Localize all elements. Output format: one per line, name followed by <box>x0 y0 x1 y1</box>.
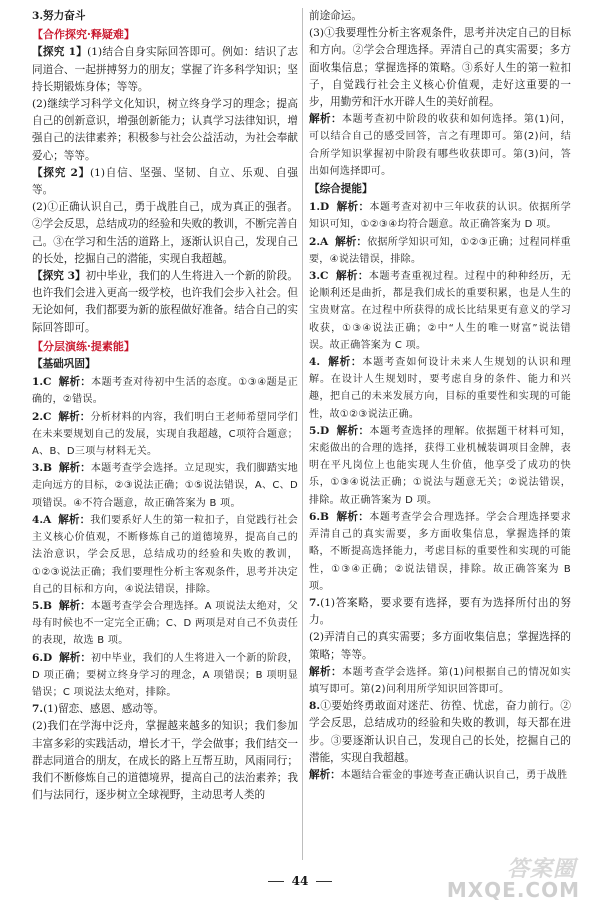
answer-item <box>309 767 571 784</box>
analysis-text: 本题考查对待初中生活的态度。①③④题是正确的，②错误。 <box>32 377 298 406</box>
analysis-text: 本题考查重视过程。过程中的种种经历，无论顺利还是曲折，都是我们成长的重要积累，也是人生的宝贵财富。在过程中所获得的成长比结果更有意义的学习收获，①③④说法正确；②中“人生的唯一财富”说法错误。故正确答案为 C 项。 <box>309 271 571 351</box>
explore-1 <box>32 44 298 96</box>
analysis-text: 本题考查初中阶段的收获和如何选择。第(1)问，可以结合自己的感受回答，言之有理即可。第(2)问，结合所学知识掌握初中阶段有哪些收获即可。第(3)问，答出如何选择即可。 <box>309 114 571 177</box>
explore-3-part1: 初中毕业，我们的人生将进入一个新的阶段。也许我们会进入更高一级学校，也许我们会步入社会。但无论如何，我们都要为新的旅程做好准备。结合自己的实际回答即可。 <box>32 270 299 334</box>
section-heading: 3.努力奋斗 <box>32 10 86 22</box>
analysis-label: 解析： <box>328 356 363 369</box>
explore-1-tag: 【探究 1】 <box>32 46 88 59</box>
analysis-text: 本题考查学会选择。第(1)问根据自己的情况如实填写即可。第(2)问利用所学知识回答即可。 <box>309 666 571 695</box>
analysis-text: 我们要系好人生的第一粒扣子，自觉践行社会主义核心价值观，不断修炼自己的道德境界，提高自己的法治意识，学会反思，总结成功的经验和失败的教训，①②③说法正确；我们要理性分析主客观条件，思考并决定自己的目标和方向，④说法错误，排除。 <box>32 514 298 595</box>
answer-number: 8. <box>309 700 321 713</box>
analysis-label: 解析： <box>309 113 342 126</box>
answer-number: 1.C <box>32 376 52 389</box>
explore-1-part1: (1)结合自身实际回答即可。例如：结识了志同道合、一起拼搏努力的朋友；掌握了许多科学知识；坚持长期锻炼身体；等等。 <box>32 46 298 93</box>
answer-item <box>309 354 571 423</box>
answer-number: 5.D <box>309 424 330 437</box>
answer-7-part3: (3)①我要理性分析主客观条件，思考并决定自己的目标和方向。②学会合理选择。弄清自己的真实需要；多方面收集信息；掌握选择的策略。③系好人生的第一粒扣子，自觉践行社会主义核心价值观，走好这重要的一步，用勤劳和汗水开辟人生的美好前程。 <box>309 27 571 109</box>
analysis-label: 解析： <box>309 665 342 678</box>
answer-number: 4.A <box>32 513 52 526</box>
answer-item <box>309 664 571 698</box>
analysis-label: 解析： <box>58 599 91 612</box>
answer-item <box>309 698 571 767</box>
analysis-label: 解析： <box>336 424 370 437</box>
explore-2-tag: 【探究 2】 <box>32 166 90 179</box>
answer-7-part2: (2)我们在学海中泛舟，掌握越来越多的知识；我们参加丰富多彩的实践活动，增长才干，学会做事；我们结交一群志同道合的朋友，在成长的路上互帮互助，风雨同行；我们不断修炼自己的道德境界，提高自己的法治素养；我们与法同行，逐步树立全球视野，主动思考人类的 <box>32 720 298 802</box>
answer-item <box>32 650 298 702</box>
answer-item <box>309 111 571 180</box>
answer-item <box>309 595 571 629</box>
answer-item <box>32 374 298 408</box>
left-column <box>32 8 298 862</box>
analysis-label: 解析： <box>336 510 370 523</box>
answer-number: 3.C <box>309 270 329 283</box>
analysis-text: 本题考查选择的理解。依据题干材料可知，宋彪做出的合理的选择，获得工业机械装调项目金牌，表明在平凡岗位上也能实现人生价值，他享受了成功的快乐，①③④说法正确；①说法与题意无关；②说法错误，排除。故正确答案为 D 项。 <box>309 425 571 506</box>
answer-number: 4. <box>309 356 321 369</box>
answer-number: 2.A <box>309 235 329 248</box>
answer-8-text: ①要始终勇敢面对迷茫、彷徨、忧虑，奋力前行。②学会反思，总结成功的经验和失败的教训，每天都在进步。③要逐渐认识自己，发现自己的长处，挖掘自己的潜能，实现自我超越。 <box>309 700 571 764</box>
explore-1-part2: (2)继续学习科学文化知识，树立终身学习的理念；提高自己的创新意识，增强创新能力；认真学习法律知识，增强自己的法律素养；积极参与社会公益活动，为社会奉献爱心；等等。 <box>32 98 298 162</box>
analysis-label: 解析： <box>58 376 92 389</box>
subsection-basic: 【基础巩固】 <box>32 358 96 371</box>
answer-number: 2.C <box>32 410 52 423</box>
analysis-text: 初中毕业，我们的人生将进入一个新的阶段，D 项正确；要树立终身学习的理念，A 项错误；B 项明显错误；C 项说法太绝对，排除。 <box>32 652 298 698</box>
explore-3-tag: 【探究 3】 <box>32 270 86 283</box>
analysis-label: 解析： <box>59 651 92 664</box>
answer-item <box>309 509 571 595</box>
analysis-text: 本题考查对初中三年收获的认识。依据所学知识可知，①②③④均符合题意。故正确答案为 D 项。 <box>309 202 571 231</box>
answer-7-part1: (1)答案略，要求要有选择，要有为选择所付出的努力。 <box>309 596 571 627</box>
footer-dash-left <box>268 881 284 882</box>
analysis-label: 解析： <box>58 513 91 526</box>
answer-number: 1.D <box>309 201 330 214</box>
analysis-label: 解析： <box>335 235 368 248</box>
analysis-label: 解析： <box>58 462 91 475</box>
answer-item <box>309 199 571 233</box>
answer-number: 5.B <box>32 599 53 612</box>
answer-item <box>309 423 571 509</box>
answer-number: 6.B <box>309 510 330 523</box>
answer-item <box>309 234 571 268</box>
section-banner-cooperative: 【合作探究·释疑难】 <box>32 28 135 42</box>
answer-number: 6.D <box>32 651 53 664</box>
answer-item <box>32 701 298 718</box>
explore-2 <box>32 165 298 199</box>
analysis-label: 解析： <box>309 768 341 781</box>
explore-2-part1: (1)自信、坚强、坚韧、自立、乐观、自强等。 <box>32 166 298 197</box>
analysis-text: 分析材料的内容，我们明白王老师希望同学们在未来要规划自己的发展，实现自我超越，C项符合题意；A、B、D三项与材料无关。 <box>32 411 298 458</box>
answer-number: 7. <box>309 596 321 609</box>
analysis-text: 依据所学知识可知，①②③正确；过程同样重要，④说法错误，排除。 <box>309 236 571 265</box>
analysis-label: 解析： <box>336 201 370 214</box>
answer-item <box>32 460 298 512</box>
section-banner-practice: 【分层演练·提素能】 <box>32 339 135 353</box>
analysis-text: 本题结合霍金的事迹考查正确认识自己，勇于战胜 <box>340 769 568 781</box>
explore-2-part2: (2)①正确认识自己，勇于战胜自己，成为真正的强者。②学会反思，总结成功的经验和失败的教训，不断完善自己。③在学习和生活的道路上，逐渐认识自己，发现自己的长处，挖掘自己的潜能，实现自我超越。 <box>32 201 298 265</box>
watermark-logo: 答案圈 <box>506 857 576 882</box>
answer-item <box>32 598 298 650</box>
answer-7-part1: (1)留恋、感恩、感动等。 <box>43 703 165 716</box>
right-column <box>309 8 571 862</box>
explore-3 <box>32 268 298 337</box>
analysis-text: 本题考查学会选择。立足现实，我们脚踏实地走向远方的目标，②③说法正确；①⑤说法错误，A、C、D 项错误。④不符合题意，故正确答案为 B 项。 <box>32 463 298 509</box>
analysis-text: 本题考查学会合理选择。学会合理选择要求弄清自己的真实需要，多方面收集信息，掌握选择的策略，不断提高选择能力，考虑目标的重要性和实现的可能性，①③④正确；②说法错误，排除。故正确答案为 B 项。 <box>309 511 571 592</box>
answer-item <box>32 512 298 598</box>
analysis-text: 本题考查如何设计未来人生规划的认识和理解。在设计人生规划时，要考虑自身的条件、能力和兴趣，把自己的未来发展方向，目标的重要性和实现的可能性，故①②③说法正确。 <box>309 357 571 420</box>
subsection-comprehensive: 【综合提能】 <box>309 183 373 196</box>
analysis-label: 解析： <box>58 410 91 423</box>
answer-number: 7. <box>32 703 44 716</box>
page-number: 44 <box>291 874 309 888</box>
answer-item <box>32 409 298 461</box>
answer-number: 3.B <box>32 462 53 475</box>
watermark-url: MXQE.COM <box>446 878 580 902</box>
answer-item <box>309 268 571 354</box>
column-divider <box>302 8 303 860</box>
footer-dash-right <box>316 881 332 882</box>
continued-text: 前途命运。 <box>309 10 362 22</box>
analysis-label: 解析： <box>335 270 369 283</box>
answer-7-part2: (2)弄清自己的真实需要；多方面收集信息；掌握选择的策略；等等。 <box>309 631 571 661</box>
analysis-text: 本题考查学会合理选择。A 项说法太绝对，父母有时候也不一定完全正确；C、D 两项是对自己不负责任的表现，故选 B 项。 <box>32 600 298 647</box>
